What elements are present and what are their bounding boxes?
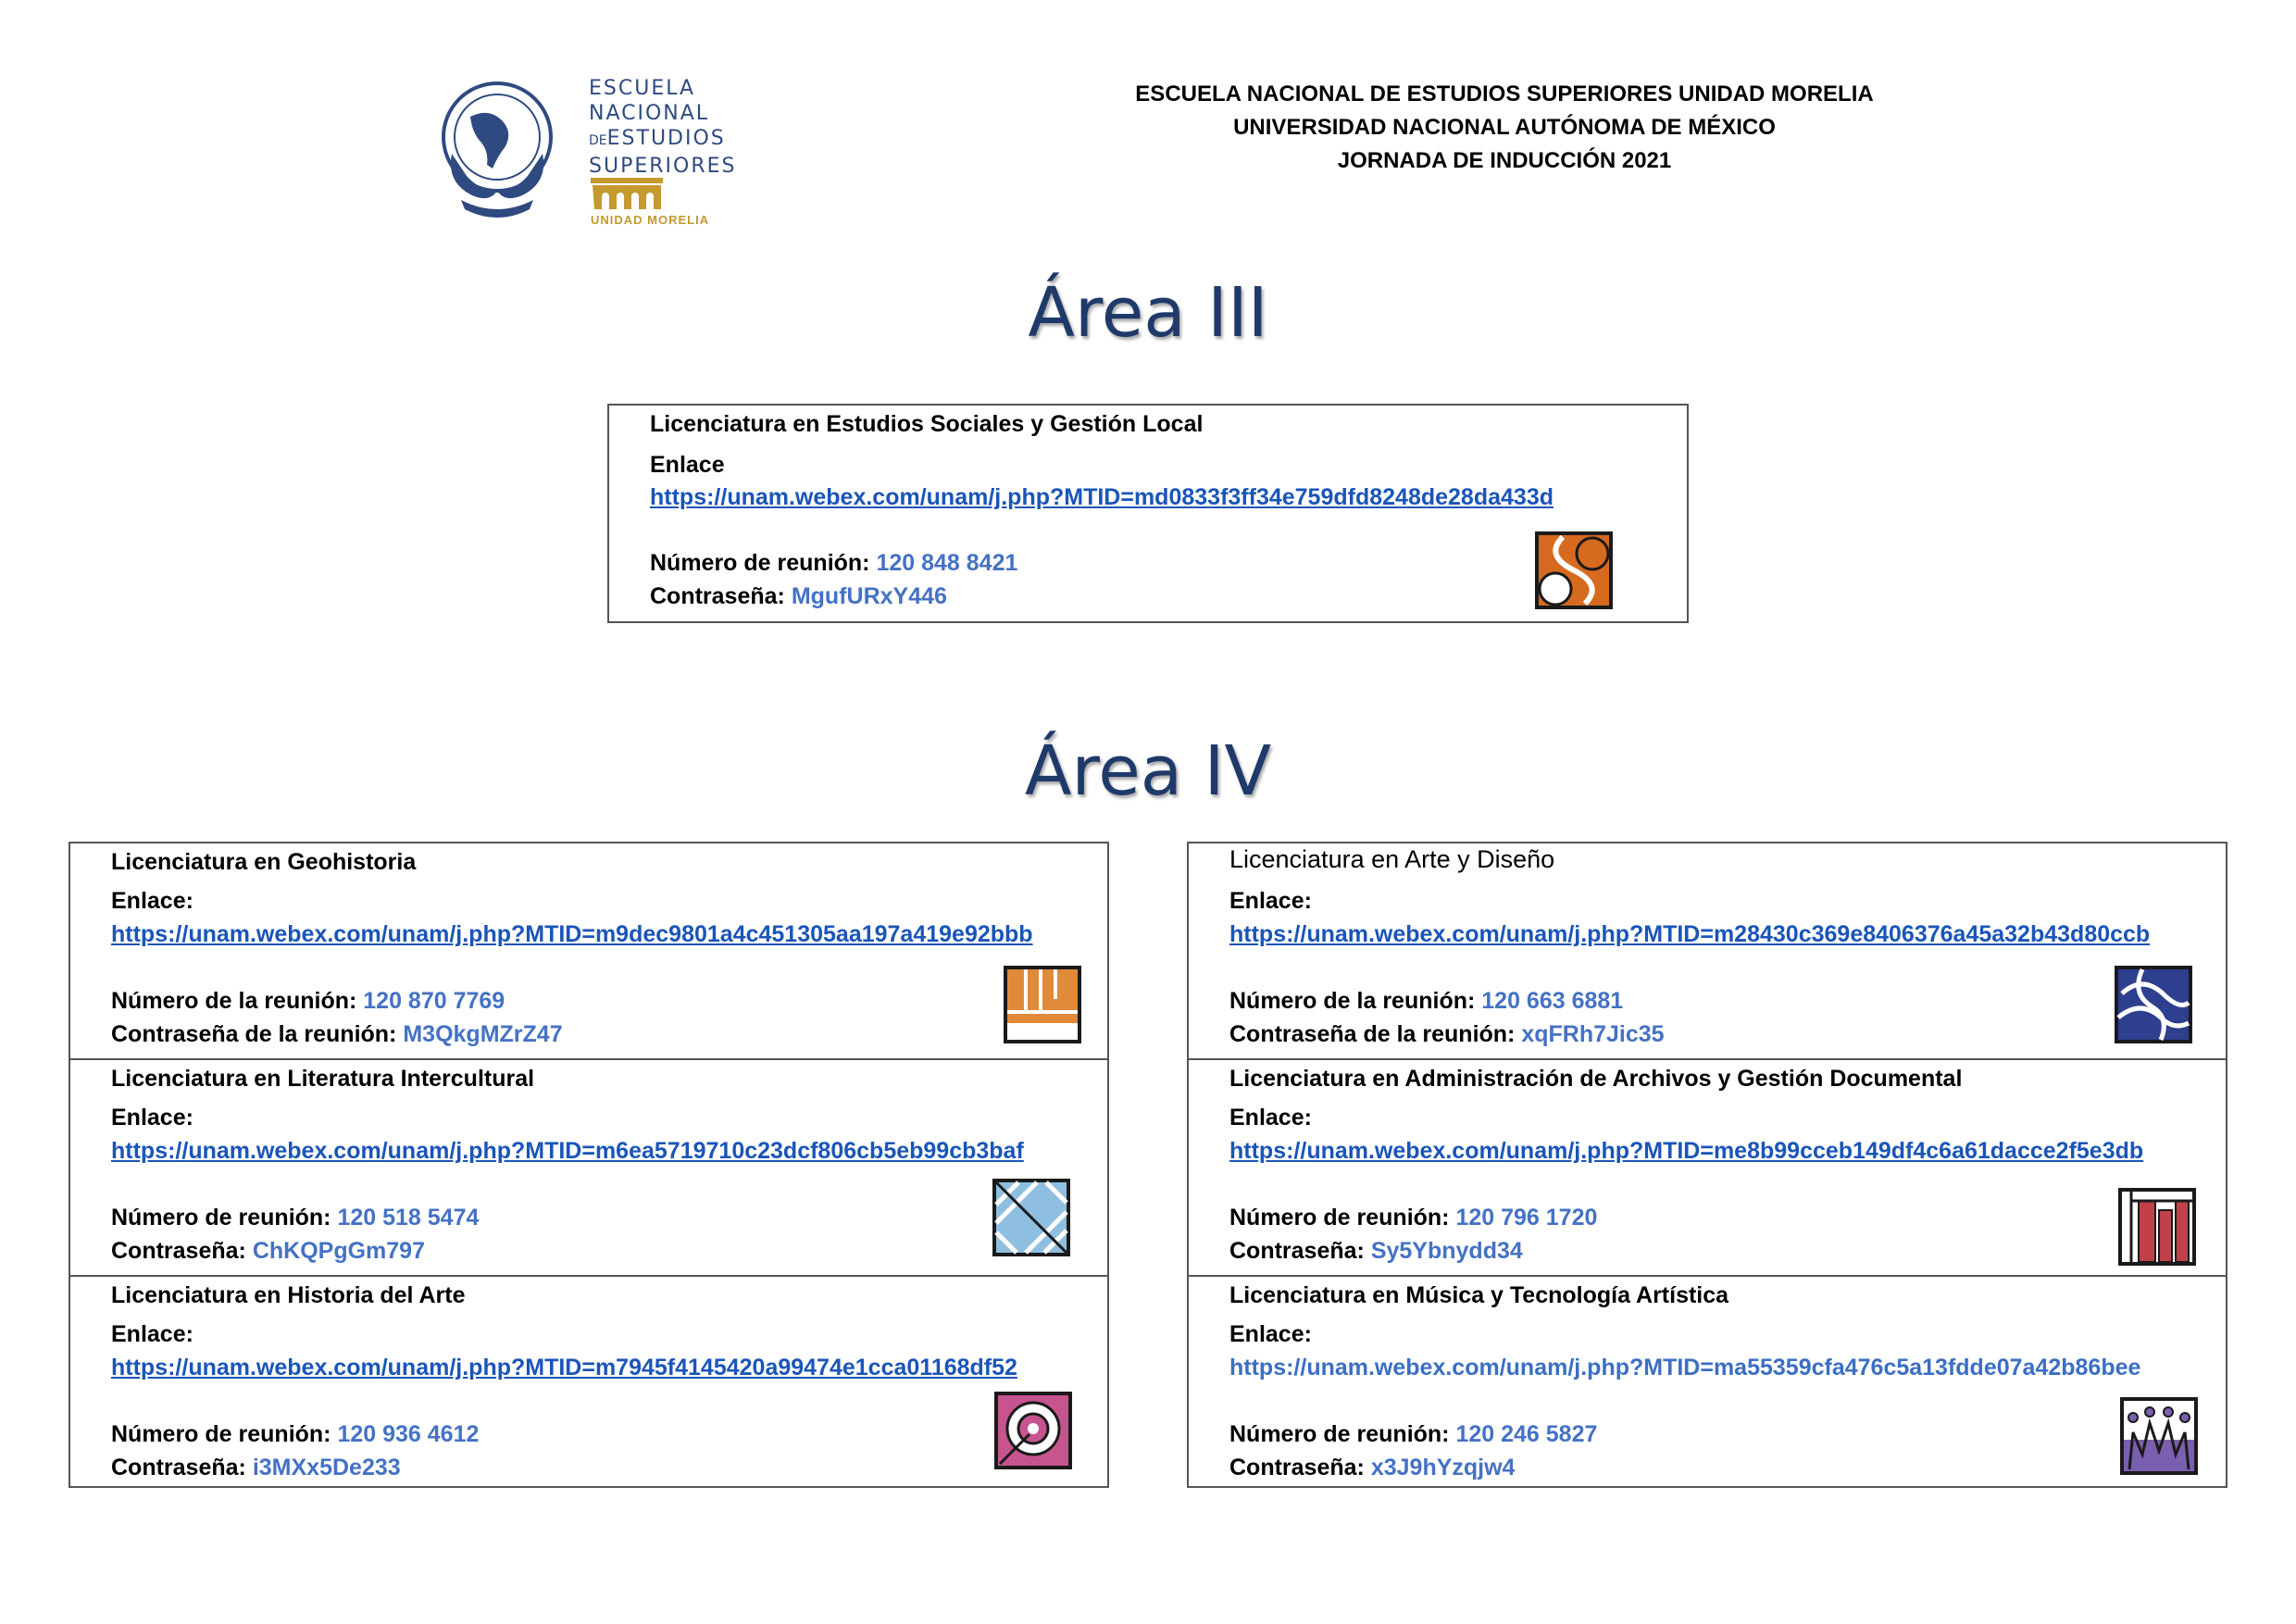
meeting-number: 120 936 4612	[337, 1421, 480, 1447]
program-card-geohistoria	[70, 843, 1107, 1060]
link-label: Enlace:	[111, 888, 193, 914]
meeting-number-row	[1229, 988, 1623, 1015]
enes-morelia-logo	[433, 74, 737, 231]
meeting-link[interactable]: https://unam.webex.com/unam/j.php?MTID=me8b99cceb149df4c6a61dacce2f5e3db	[1229, 1138, 2144, 1164]
program-card-historia-arte	[70, 1277, 1107, 1488]
header-line-2: UNIVERSIDAD NACIONAL AUTÓNOMA DE MÉXICO	[1233, 115, 1776, 140]
program-name: Licenciatura en Administración de Archivos y Gestión Documental	[1229, 1066, 1963, 1092]
meeting-number-label: Número de reunión:	[1229, 1421, 1450, 1447]
arches-icon	[591, 178, 663, 209]
link-label: Enlace	[650, 452, 725, 478]
password-label: Contraseña de la reunión:	[1229, 1021, 1516, 1047]
program-name: Licenciatura en Literatura Intercultural	[111, 1066, 535, 1092]
school-line-1: ESCUELA	[589, 77, 696, 100]
link-label: Enlace:	[1229, 1321, 1312, 1347]
area-iv-title: Área IV	[1024, 731, 1272, 811]
meeting-number-row	[1229, 1205, 1597, 1231]
program-card-literatura	[70, 1060, 1107, 1277]
password-value: ChKQPgGm797	[252, 1238, 425, 1264]
password-row	[111, 1021, 563, 1048]
navy-knot-icon	[2115, 966, 2192, 1043]
meeting-link[interactable]: https://unam.webex.com/unam/j.php?MTID=m9dec9801a4c451305aa197a419e92bbb	[111, 921, 1033, 947]
password-row	[111, 1238, 425, 1265]
meeting-number-row	[1229, 1421, 1597, 1448]
school-estudios: ESTUDIOS	[606, 127, 726, 150]
school-de: DE	[589, 133, 607, 148]
password-row	[1229, 1238, 1523, 1265]
area-iv-left-table	[69, 842, 1109, 1488]
password-row	[650, 583, 947, 610]
meeting-link[interactable]: https://unam.webex.com/unam/j.php?MTID=m28430c369e8406376a45a32b43d80ccb	[1229, 921, 2151, 947]
password-label: Contraseña:	[1229, 1455, 1365, 1480]
purple-crown-icon	[2120, 1397, 2198, 1475]
unam-seal-icon	[433, 80, 561, 222]
header-line-1: ESCUELA NACIONAL DE ESTUDIOS SUPERIORES UNIDAD MORELIA	[1135, 81, 1874, 106]
password-row	[1229, 1455, 1515, 1481]
meeting-number: 120 518 5474	[337, 1205, 480, 1230]
school-line-4: SUPERIORES	[589, 155, 737, 178]
area-iii-title: Área III	[1028, 273, 1268, 353]
password-row	[111, 1455, 401, 1481]
program-card-arte-diseno	[1189, 843, 2226, 1060]
area-iv-right-table	[1187, 842, 2227, 1488]
link-label: Enlace:	[111, 1321, 193, 1347]
meeting-number: 120 246 5827	[1455, 1421, 1598, 1447]
password-row	[1229, 1021, 1665, 1048]
meeting-number: 120 870 7769	[363, 988, 505, 1014]
document-header	[1074, 78, 1935, 178]
orange-stripes-icon	[1004, 966, 1081, 1043]
meeting-number: 120 663 6881	[1481, 988, 1624, 1014]
program-name: Licenciatura en Geohistoria	[111, 849, 417, 875]
meeting-number-row	[111, 1205, 479, 1231]
area-iii-card	[607, 404, 1689, 623]
program-name: Licenciatura en Música y Tecnología Artística	[1229, 1282, 1729, 1308]
meeting-number-label: Número de reunión:	[111, 1421, 331, 1447]
meeting-number-label: Número de reunión:	[1229, 1205, 1450, 1230]
header-line-3: JORNADA DE INDUCCIÓN 2021	[1337, 148, 1672, 173]
program-card-musica	[1189, 1277, 2226, 1488]
meeting-number-row	[111, 988, 505, 1015]
meeting-number-row	[650, 550, 1017, 577]
password-label: Contraseña:	[650, 583, 785, 609]
link-label: Enlace:	[1229, 888, 1312, 914]
password-value: M3QkgMZrZ47	[403, 1021, 563, 1047]
password-value: x3J9hYzqjw4	[1370, 1455, 1516, 1480]
link-label: Enlace:	[111, 1105, 193, 1131]
program-name: Licenciatura en Historia del Arte	[111, 1282, 466, 1308]
meeting-number: 120 796 1720	[1455, 1205, 1598, 1230]
meeting-number-label: Número de reunión:	[111, 1205, 331, 1230]
school-line-3	[589, 126, 736, 154]
password-label: Contraseña de la reunión:	[111, 1021, 397, 1047]
school-line-2: NACIONAL	[589, 102, 710, 125]
password-label: Contraseña:	[1229, 1238, 1365, 1264]
meeting-number-label: Número de la reunión:	[1229, 988, 1476, 1014]
meeting-link[interactable]: https://unam.webex.com/unam/j.php?MTID=ma55359cfa476c5a13fdde07a42b86bee	[1229, 1355, 2141, 1380]
meeting-number-row	[111, 1421, 479, 1448]
meeting-link[interactable]: https://unam.webex.com/unam/j.php?MTID=md0833f3ff34e759dfd8248de28da433d	[650, 484, 1554, 510]
meeting-number-label: Número de la reunión:	[111, 988, 357, 1014]
blue-diagonal-weave-icon	[992, 1179, 1070, 1256]
link-label: Enlace:	[1229, 1105, 1312, 1131]
program-card-archivos	[1189, 1060, 2226, 1277]
password-value: MgufURxY446	[791, 583, 947, 609]
password-label: Contraseña:	[111, 1238, 246, 1264]
meeting-number-label: Número de reunión:	[650, 550, 870, 576]
unidad-morelia-label: UNIDAD MORELIA	[591, 213, 710, 227]
orange-circles-icon	[1535, 531, 1613, 609]
password-label: Contraseña:	[111, 1455, 246, 1480]
program-name: Licenciatura en Arte y Diseño	[1229, 845, 1555, 873]
password-value: i3MXx5De233	[252, 1455, 401, 1480]
password-value: xqFRh7Jic35	[1521, 1021, 1665, 1047]
red-bars-icon	[2118, 1188, 2196, 1266]
meeting-link[interactable]: https://unam.webex.com/unam/j.php?MTID=m7945f4145420a99474e1cca01168df52	[111, 1355, 1017, 1380]
school-name	[589, 76, 736, 179]
program-name: Licenciatura en Estudios Sociales y Gestión Local	[650, 411, 1204, 437]
meeting-number: 120 848 8421	[876, 550, 1018, 576]
meeting-link[interactable]: https://unam.webex.com/unam/j.php?MTID=m6ea5719710c23dcf806cb5eb99cb3baf	[111, 1138, 1024, 1164]
password-value: Sy5Ybnydd34	[1370, 1238, 1523, 1264]
pink-spiral-icon	[994, 1392, 1072, 1469]
